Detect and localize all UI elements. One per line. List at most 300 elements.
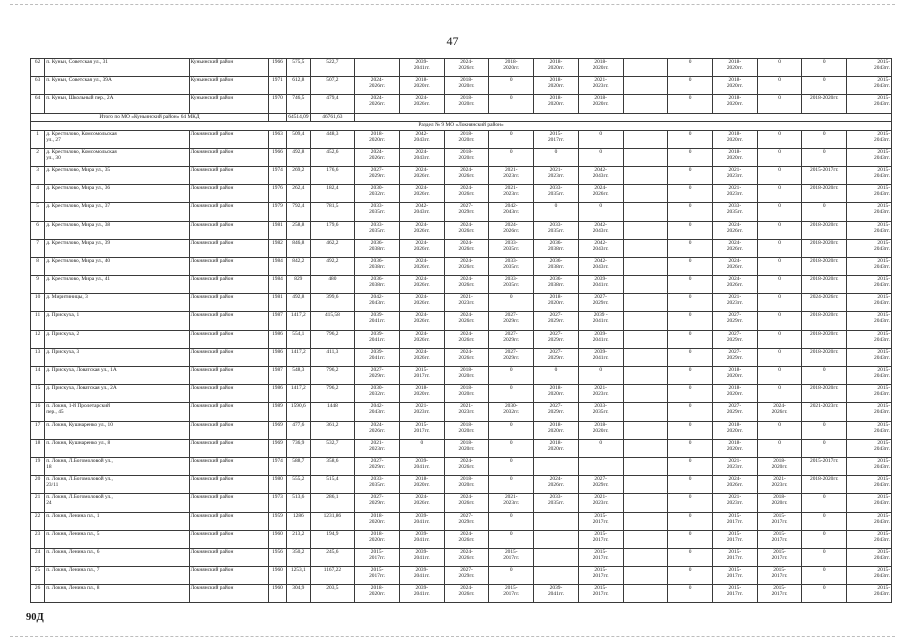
row-period-6: 2021- 2023гг. (578, 385, 623, 403)
row-period-5: 2027- 2029гг. (534, 312, 579, 330)
row-living-area: 361,2 (310, 421, 355, 439)
row-year: 1969 (268, 439, 286, 457)
row-district: Локнянский район (189, 385, 268, 403)
row-period-4: 2033- 2035гг. (489, 239, 534, 257)
row-period-3: 2018- 2020гг. (444, 385, 489, 403)
row-period-5: 2039- 2041гг. (534, 585, 579, 603)
row-number: 4 (31, 185, 45, 203)
table-summary (31, 113, 892, 130)
row-period-8: 2024- 2026гг. (712, 257, 757, 275)
table-row (31, 385, 892, 403)
row-year: 1986 (268, 330, 286, 348)
row-period-3: 2024- 2026гг. (444, 239, 489, 257)
row-period-5: 2018- 2020гг. (534, 385, 579, 403)
row-period-10: 0 (802, 148, 847, 166)
row-period-4: 2033- 2035гг. (489, 276, 534, 294)
row-period-7: 0 (668, 185, 713, 203)
row-total-area: 746,5 (287, 95, 310, 113)
row-period-6: 2039- 2041гг. (578, 330, 623, 348)
row-period-8: 2018- 2020гг. (712, 130, 757, 148)
row-number: 19 (31, 457, 45, 475)
row-period-6: 2042- 2043гг. (578, 166, 623, 184)
row-living-area: 796,2 (310, 330, 355, 348)
row-period-8: 2018- 2020гг. (712, 439, 757, 457)
row-period-1: 2024- 2026гг. (355, 148, 400, 166)
row-district: Куньинский район (189, 95, 268, 113)
row-period-2: 2018- 2020гг. (399, 476, 444, 494)
row-period-5: 2024- 2026гг. (534, 476, 579, 494)
row-period-10: 0 (802, 77, 847, 95)
row-period-4: 0 (489, 77, 534, 95)
row-period-11: 2015- 2043гг. (847, 494, 892, 512)
row-district: Локнянский район (189, 148, 268, 166)
row-period-2: 2042- 2043гг. (399, 203, 444, 221)
row-total-area: 846,8 (287, 239, 310, 257)
row-living-area: 182,4 (310, 185, 355, 203)
row-period-8: 2015- 2017гг. (712, 585, 757, 603)
row-district: Локнянский район (189, 585, 268, 603)
row-district: Локнянский район (189, 421, 268, 439)
row-total-area: 1417,2 (287, 312, 310, 330)
row-period-11: 2015- 2043гг. (847, 548, 892, 566)
summary-total-area: 64514,09 (288, 113, 309, 120)
row-address: п. Локня, Ленина пл., 7 (45, 567, 189, 585)
row-period-2: 2015- 2017гг. (399, 367, 444, 385)
row-address: д. Прискуха, Ловатская ул., 2А (45, 385, 189, 403)
row-period-5: 2036- 2038гг. (534, 239, 579, 257)
row-period-9: 2021- 2023гг. (757, 476, 802, 494)
row-period-10: 2018-2020гг. (802, 95, 847, 113)
row-period-4: 2018- 2020гг. (489, 59, 534, 77)
row-period-8: 2027- 2029гг. (712, 348, 757, 366)
row-period-4: 2021- 2023гг. (489, 166, 534, 184)
row-period-1: 2027- 2029гг. (355, 367, 400, 385)
row-period-1: 2039- 2041гг. (355, 348, 400, 366)
table-row (31, 548, 892, 566)
row-period-9: 2015- 2017гг. (757, 530, 802, 548)
row-period-6: 2024- 2026гг. (578, 185, 623, 203)
row-total-area: 1417,2 (287, 385, 310, 403)
table-row (31, 95, 892, 113)
table-row (31, 239, 892, 257)
row-period-9: 2015- 2017гг. (757, 512, 802, 530)
row-period-8: 2027- 2029гг. (712, 312, 757, 330)
row-period-4: 0 (489, 439, 534, 457)
row-period-10: 0 (802, 548, 847, 566)
table-body-top (31, 59, 892, 114)
row-address: п. Локня, Ленина пл., 8 (45, 585, 189, 603)
row-period-6: 0 (578, 439, 623, 457)
row-spacer-cell (623, 367, 668, 385)
row-period-5: 2018- 2020гг. (534, 77, 579, 95)
row-spacer-cell (623, 421, 668, 439)
row-period-9: 0 (757, 77, 802, 95)
row-year: 1989 (268, 403, 286, 421)
row-period-5: 2033- 2035гг. (534, 221, 579, 239)
row-district: Локнянский район (189, 166, 268, 184)
row-period-9: 0 (757, 257, 802, 275)
row-district: Куньинский район (189, 77, 268, 95)
row-address: п. Локня, Л.Богомоловой ул., 18 (45, 457, 189, 475)
row-period-11: 2015- 2043гг. (847, 166, 892, 184)
row-period-9: 0 (757, 312, 802, 330)
row-living-area: 492,2 (310, 257, 355, 275)
row-period-11: 2015- 2043гг. (847, 530, 892, 548)
row-address: д. Крестилово, Мира ул., 40 (45, 257, 189, 275)
row-year: 1986 (268, 348, 286, 366)
row-address: п. Локня, Кушнаренко ул., 8 (45, 439, 189, 457)
row-year: 1980 (268, 476, 286, 494)
row-living-area: 358,6 (310, 457, 355, 475)
table-row (31, 221, 892, 239)
row-address: п. Куньи, Советская ул., 31 (45, 59, 189, 77)
row-spacer-cell (623, 166, 668, 184)
row-number: 21 (31, 494, 45, 512)
row-period-2: 2024- 2026гг. (399, 95, 444, 113)
row-address: д. Крестилово, Комсомольская ул., 30 (45, 148, 189, 166)
row-period-11: 2015- 2043гг. (847, 348, 892, 366)
row-period-7: 0 (668, 585, 713, 603)
row-number: 10 (31, 294, 45, 312)
row-period-1: 2015- 2017гг. (355, 567, 400, 585)
section-header-row (31, 121, 892, 130)
row-number: 20 (31, 476, 45, 494)
row-living-area: 522,7 (310, 59, 355, 77)
row-period-5 (534, 512, 579, 530)
row-living-area: 462,2 (310, 239, 355, 257)
row-number: 12 (31, 330, 45, 348)
row-year: 1987 (268, 312, 286, 330)
row-period-2: 2039- 2041гг. (399, 585, 444, 603)
scan-edge-top (10, 4, 895, 5)
table-row (31, 530, 892, 548)
row-period-4: 0 (489, 148, 534, 166)
row-number: 24 (31, 548, 45, 566)
row-period-7: 0 (668, 494, 713, 512)
row-number: 15 (31, 385, 45, 403)
row-period-11: 2015- 2043гг. (847, 276, 892, 294)
row-period-1: 2015- 2017гг. (355, 548, 400, 566)
row-period-3: 2024- 2026гг. (444, 585, 489, 603)
row-period-11: 2015- 2043гг. (847, 367, 892, 385)
row-period-10: 0 (802, 367, 847, 385)
row-living-area: 796,2 (310, 367, 355, 385)
row-period-7: 0 (668, 385, 713, 403)
table-row (31, 203, 892, 221)
row-period-9: 0 (757, 95, 802, 113)
row-living-area: 415,58 (310, 312, 355, 330)
row-period-9: 0 (757, 439, 802, 457)
row-period-11: 2015- 2043гг. (847, 221, 892, 239)
row-period-4: 0 (489, 385, 534, 403)
row-period-4: 0 (489, 567, 534, 585)
row-total-area: 262,4 (287, 185, 310, 203)
row-period-5: 2027- 2029гг. (534, 330, 579, 348)
row-period-9: 2018- 2020гг. (757, 457, 802, 475)
row-period-1: 2024- 2026гг. (355, 95, 400, 113)
row-period-1: 2042- 2043гг. (355, 294, 400, 312)
section-title: Раздел № 9 МО «Локнянский район» (31, 121, 892, 130)
row-period-9: 0 (757, 294, 802, 312)
row-period-1: 2018- 2020гг. (355, 512, 400, 530)
row-period-3: 2021- 2023гг. (444, 294, 489, 312)
row-total-area: 1417,2 (287, 348, 310, 366)
row-period-2: 2042- 2043гг. (399, 130, 444, 148)
row-district: Локнянский район (189, 439, 268, 457)
row-year: 1963 (268, 130, 286, 148)
row-period-3: 2024- 2026гг. (444, 494, 489, 512)
row-period-2: 2024- 2026гг. (399, 239, 444, 257)
row-period-8: 2018- 2020гг. (712, 367, 757, 385)
row-living-area: 176,6 (310, 166, 355, 184)
row-living-area: 1448 (310, 403, 355, 421)
row-district: Локнянский район (189, 348, 268, 366)
page-number: 47 (446, 34, 459, 48)
row-year: 1960 (268, 585, 286, 603)
row-period-5: 2018- 2020гг. (534, 95, 579, 113)
row-period-10: 2015-2017гг. (802, 457, 847, 475)
row-period-9: 0 (757, 239, 802, 257)
row-address: д. Крестилово, Мира ул., 38 (45, 221, 189, 239)
row-spacer-cell (623, 385, 668, 403)
row-year: 1984 (268, 257, 286, 275)
row-district: Локнянский район (189, 312, 268, 330)
row-period-9: 0 (757, 276, 802, 294)
row-spacer-cell (623, 148, 668, 166)
row-period-7: 0 (668, 348, 713, 366)
row-address: п. Локня, Ленина пл., 6 (45, 548, 189, 566)
row-period-4: 0 (489, 476, 534, 494)
row-spacer-cell (623, 312, 668, 330)
row-district: Локнянский район (189, 530, 268, 548)
scan-edge-bottom (10, 636, 895, 637)
row-spacer-cell (623, 330, 668, 348)
row-period-11: 2015- 2043гг. (847, 257, 892, 275)
row-period-11: 2015- 2043гг. (847, 512, 892, 530)
row-period-2: 2021- 2023гг. (399, 403, 444, 421)
row-period-5: 2036- 2038гг. (534, 257, 579, 275)
row-spacer-cell (623, 494, 668, 512)
table-row (31, 330, 892, 348)
table-row (31, 59, 892, 77)
row-period-10: 2018-2020гг. (802, 276, 847, 294)
row-total-area: 792,4 (287, 203, 310, 221)
row-period-7: 0 (668, 148, 713, 166)
row-period-8: 2015- 2017гг. (712, 548, 757, 566)
row-period-8: 2024- 2026гг. (712, 276, 757, 294)
row-year: 1969 (268, 421, 286, 439)
row-district: Локнянский район (189, 203, 268, 221)
row-period-10: 2018-2020гг. (802, 221, 847, 239)
row-period-5 (534, 530, 579, 548)
row-address: д. Миритиницы, 3 (45, 294, 189, 312)
row-number: 2 (31, 148, 45, 166)
row-period-3: 2018- 2020гг. (444, 439, 489, 457)
row-number: 6 (31, 221, 45, 239)
row-total-area: 842,2 (287, 257, 310, 275)
row-district: Локнянский район (189, 367, 268, 385)
row-total-area: 513,6 (287, 494, 310, 512)
footer-code: 90Д (26, 612, 44, 623)
row-period-1: 2027- 2029гг. (355, 166, 400, 184)
row-period-11: 2015- 2043гг. (847, 77, 892, 95)
row-address: д. Прискуха, 3 (45, 348, 189, 366)
row-spacer-cell (623, 276, 668, 294)
row-total-area: 1253,1 (287, 567, 310, 585)
row-spacer-cell (623, 348, 668, 366)
table-row (31, 585, 892, 603)
row-address: д. Крестилово, Мира ул., 41 (45, 276, 189, 294)
row-period-7: 0 (668, 476, 713, 494)
row-period-3: 2024- 2026гг. (444, 348, 489, 366)
row-period-11: 2015- 2043гг. (847, 403, 892, 421)
row-period-10: 0 (802, 494, 847, 512)
row-period-2: 2039- 2041гг. (399, 59, 444, 77)
row-living-area: 286,1 (310, 494, 355, 512)
table-body-main (31, 130, 892, 603)
row-spacer-cell (623, 439, 668, 457)
row-period-5: 2036- 2038гг. (534, 276, 579, 294)
row-address: д. Крестилово, Мира ул., 39 (45, 239, 189, 257)
row-period-2: 2024- 2026гг. (399, 294, 444, 312)
row-period-4: 2030- 2032гг. (489, 403, 534, 421)
row-period-7: 0 (668, 239, 713, 257)
row-year: 1984 (268, 276, 286, 294)
row-number: 8 (31, 257, 45, 275)
table-row (31, 512, 892, 530)
row-period-3: 2018- 2020гг. (444, 476, 489, 494)
row-period-5: 2015- 2017гг. (534, 130, 579, 148)
row-number: 5 (31, 203, 45, 221)
table-row (31, 257, 892, 275)
row-period-11: 2015- 2043гг. (847, 457, 892, 475)
row-year: 1986 (268, 385, 286, 403)
row-year: 1982 (268, 239, 286, 257)
row-spacer-cell (623, 457, 668, 475)
row-total-area: 1590,6 (287, 403, 310, 421)
row-period-1: 2039- 2041гг. (355, 330, 400, 348)
summary-empty-cell (268, 113, 286, 121)
row-year: 1973 (268, 494, 286, 512)
row-district: Локнянский район (189, 294, 268, 312)
row-period-5: 2021- 2023гг. (534, 166, 579, 184)
row-period-8: 2021- 2023гг. (712, 185, 757, 203)
row-period-7: 0 (668, 512, 713, 530)
row-number: 64 (31, 95, 45, 113)
row-period-1: 2021- 2023гг. (355, 439, 400, 457)
row-period-10: 2015-2017гг. (802, 166, 847, 184)
row-period-7: 0 (668, 77, 713, 95)
row-period-5: 2027- 2029гг. (534, 348, 579, 366)
row-spacer-cell (623, 548, 668, 566)
row-period-11: 2015- 2043гг. (847, 439, 892, 457)
row-period-10: 0 (802, 130, 847, 148)
row-period-3: 2027- 2029гг. (444, 512, 489, 530)
row-year: 1960 (268, 567, 286, 585)
row-total-area: 588,7 (287, 457, 310, 475)
row-number: 9 (31, 276, 45, 294)
row-period-5 (534, 567, 579, 585)
row-period-8: 2015- 2017гг. (712, 530, 757, 548)
row-period-4: 2033- 2035гг. (489, 257, 534, 275)
row-year: 1979 (268, 203, 286, 221)
row-period-2: 2024- 2026гг. (399, 185, 444, 203)
row-period-1: 2018- 2020гг. (355, 585, 400, 603)
row-period-2: 0 (399, 439, 444, 457)
row-period-9: 0 (757, 367, 802, 385)
row-spacer-cell (623, 185, 668, 203)
row-number: 22 (31, 512, 45, 530)
row-year: 1966 (268, 148, 286, 166)
row-period-2: 2024- 2026гг. (399, 221, 444, 239)
row-period-10: 0 (802, 512, 847, 530)
row-period-2: 2024- 2026гг. (399, 166, 444, 184)
row-period-9: 2015- 2017гг. (757, 585, 802, 603)
row-district: Локнянский район (189, 276, 268, 294)
row-period-5 (534, 548, 579, 566)
table-row (31, 294, 892, 312)
row-period-1: 2030- 2032гг. (355, 185, 400, 203)
row-period-7: 0 (668, 276, 713, 294)
row-period-8: 2021- 2023гг. (712, 166, 757, 184)
row-period-9: 0 (757, 330, 802, 348)
table-row (31, 367, 892, 385)
row-period-3: 2018- 2020гг. (444, 148, 489, 166)
row-district: Куньинский район (189, 59, 268, 77)
row-period-2: 2024- 2026гг. (399, 330, 444, 348)
row-total-area: 1286 (287, 512, 310, 530)
row-period-10: 0 (802, 439, 847, 457)
row-period-1: 2033- 2035гг. (355, 476, 400, 494)
row-district: Локнянский район (189, 185, 268, 203)
row-period-11: 2015- 2043гг. (847, 95, 892, 113)
row-period-6: 2033- 2035гг. (578, 403, 623, 421)
row-district: Локнянский район (189, 548, 268, 566)
row-total-area: 477,6 (287, 421, 310, 439)
row-total-area: 736,9 (287, 439, 310, 457)
row-period-6: 2015- 2017гг. (578, 512, 623, 530)
row-period-3: 2024- 2026гг. (444, 312, 489, 330)
row-living-area: 411,3 (310, 348, 355, 366)
row-living-area: 781,5 (310, 203, 355, 221)
row-year: 1981 (268, 294, 286, 312)
row-period-7: 0 (668, 567, 713, 585)
row-period-2: 2024- 2026гг. (399, 494, 444, 512)
row-total-area: 213,2 (287, 530, 310, 548)
row-spacer-cell (623, 403, 668, 421)
row-period-9: 2018- 2020гг. (757, 494, 802, 512)
row-period-3: 2024- 2026гг. (444, 457, 489, 475)
row-period-11: 2015- 2043гг. (847, 476, 892, 494)
row-period-3: 2018- 2020гг. (444, 130, 489, 148)
housing-register-table (30, 58, 892, 603)
row-period-10: 2018-2020гг. (802, 348, 847, 366)
table-row (31, 348, 892, 366)
row-year: 1960 (268, 530, 286, 548)
table-row (31, 185, 892, 203)
row-period-2: 2024- 2026гг. (399, 257, 444, 275)
row-period-1: 2039- 2041гг. (355, 312, 400, 330)
row-year: 1959 (268, 512, 286, 530)
row-period-6 (578, 457, 623, 475)
row-year: 1976 (268, 185, 286, 203)
row-period-6: 2039- 2041гг. (578, 276, 623, 294)
row-period-6: 0 (578, 148, 623, 166)
summary-empty-span (355, 113, 892, 121)
row-period-10: 2018-2020гг. (802, 257, 847, 275)
row-period-5: 2018- 2020гг. (534, 59, 579, 77)
row-number: 17 (31, 421, 45, 439)
